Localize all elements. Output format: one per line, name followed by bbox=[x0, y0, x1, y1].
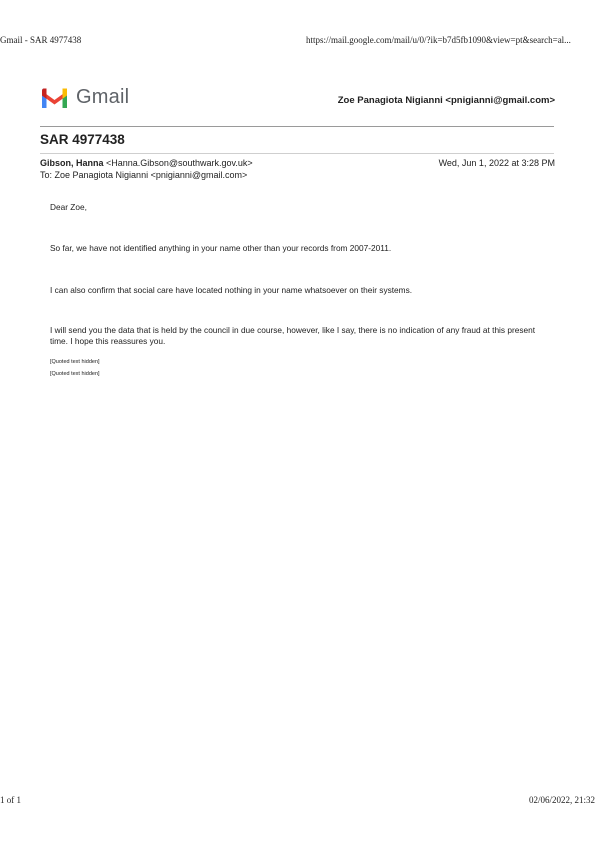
sender-name: Gibson, Hanna bbox=[40, 158, 104, 168]
divider bbox=[40, 126, 554, 127]
recipient: To: Zoe Panagiota Nigianni <pnigianni@gmail.com> bbox=[40, 170, 248, 180]
account-name: Zoe Panagiota Nigianni <pnigianni@gmail.com> bbox=[337, 95, 555, 106]
print-timestamp: 02/06/2022, 21:32 bbox=[528, 795, 595, 805]
divider bbox=[40, 153, 554, 154]
page-number: 1 of 1 bbox=[0, 795, 21, 805]
email-date: Wed, Jun 1, 2022 at 3:28 PM bbox=[438, 158, 555, 168]
print-header-title: Gmail - SAR 4977438 bbox=[0, 35, 82, 45]
quoted-text-toggle[interactable]: [Quoted text hidden] bbox=[50, 371, 100, 377]
quoted-text-toggle[interactable]: [Quoted text hidden] bbox=[50, 359, 100, 365]
sender bbox=[40, 158, 253, 168]
body-paragraph: I will send you the data that is held by the council in due course, however, like I say, there is no indication of any fraud at this present time. I hope this reassures you. bbox=[50, 325, 536, 346]
email-subject: SAR 4977438 bbox=[40, 132, 125, 147]
print-header-url: https://mail.google.com/mail/u/0/?ik=b7d5fb1090&view=pt&search=al... bbox=[306, 35, 571, 45]
gmail-logo bbox=[40, 86, 129, 109]
gmail-wordmark: Gmail bbox=[76, 86, 130, 108]
sender-address: <Hanna.Gibson@southwark.gov.uk> bbox=[106, 158, 253, 168]
body-paragraph: I can also confirm that social care have located nothing in your name whatsoever on their systems. bbox=[50, 285, 413, 295]
body-paragraph: Dear Zoe, bbox=[50, 202, 87, 212]
gmail-m-icon bbox=[40, 87, 69, 109]
body-paragraph: So far, we have not identified anything in your name other than your records from 2007-2011. bbox=[50, 243, 392, 253]
